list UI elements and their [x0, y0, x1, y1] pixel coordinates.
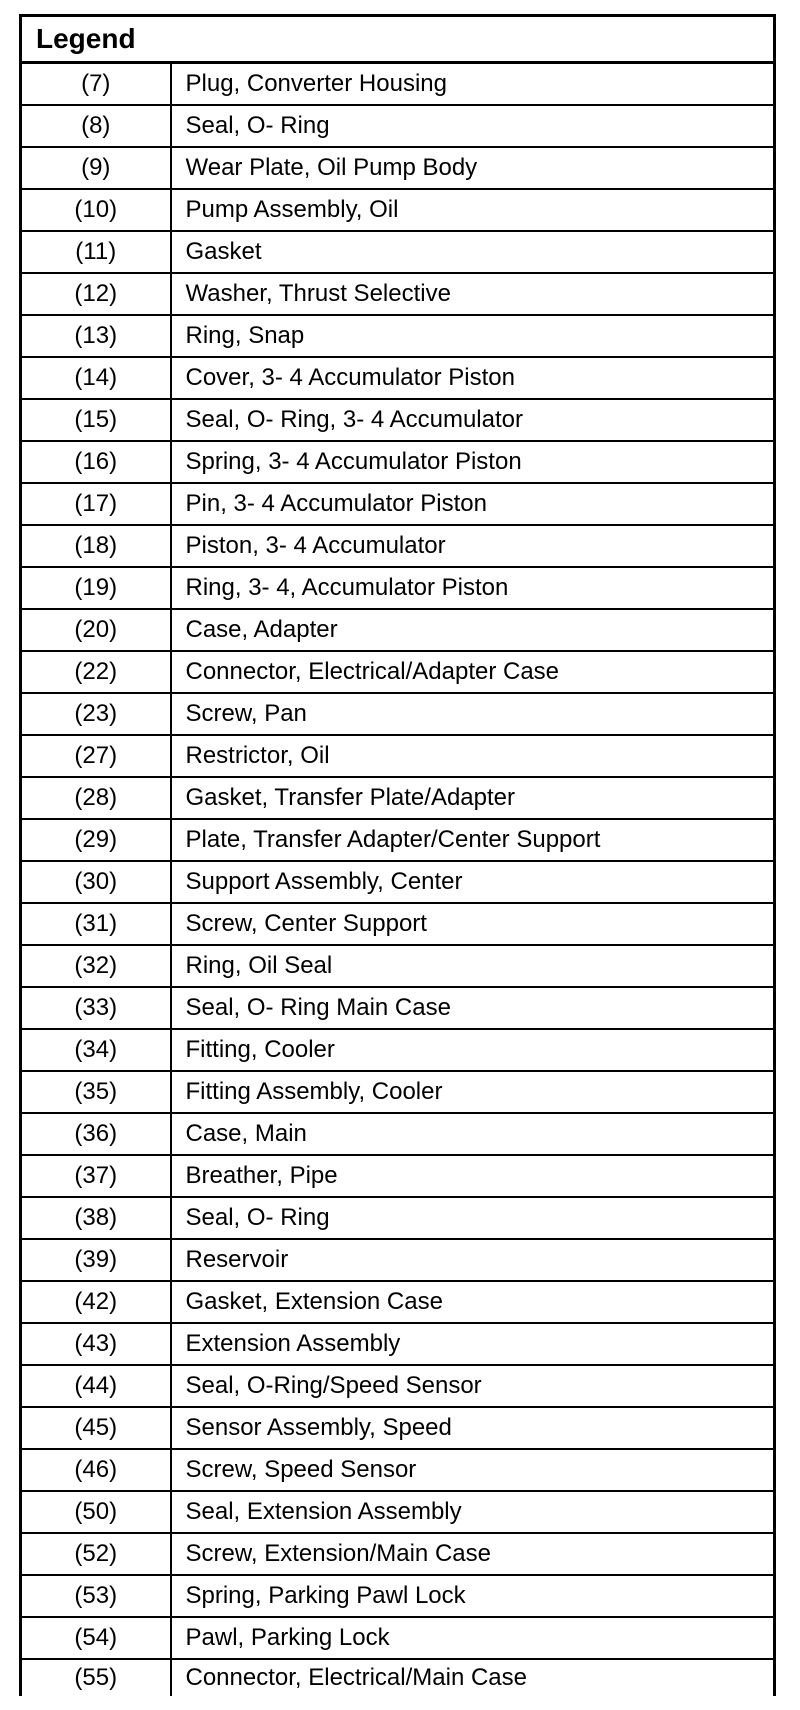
item-number: (18) — [21, 525, 171, 567]
legend-row — [21, 777, 775, 819]
item-description: Ring, 3- 4, Accumulator Piston — [171, 567, 775, 609]
legend-row — [21, 441, 775, 483]
item-number: (39) — [21, 1239, 171, 1281]
item-number: (36) — [21, 1113, 171, 1155]
item-description: Seal, O- Ring, 3- 4 Accumulator — [171, 399, 775, 441]
legend-row — [21, 1239, 775, 1281]
item-description: Case, Adapter — [171, 609, 775, 651]
item-number: (35) — [21, 1071, 171, 1113]
legend-row — [21, 945, 775, 987]
item-description: Gasket — [171, 231, 775, 273]
legend-row — [21, 987, 775, 1029]
item-number: (52) — [21, 1533, 171, 1575]
item-number: (29) — [21, 819, 171, 861]
item-number: (33) — [21, 987, 171, 1029]
item-description: Plug, Converter Housing — [171, 63, 775, 106]
item-number: (13) — [21, 315, 171, 357]
legend-row — [21, 651, 775, 693]
item-number: (10) — [21, 189, 171, 231]
item-description: Cover, 3- 4 Accumulator Piston — [171, 357, 775, 399]
item-number: (11) — [21, 231, 171, 273]
item-description: Spring, Parking Pawl Lock — [171, 1575, 775, 1617]
item-description: Gasket, Transfer Plate/Adapter — [171, 777, 775, 819]
item-description: Screw, Pan — [171, 693, 775, 735]
legend-row — [21, 735, 775, 777]
item-description: Spring, 3- 4 Accumulator Piston — [171, 441, 775, 483]
item-number: (45) — [21, 1407, 171, 1449]
item-description: Connector, Electrical/Adapter Case — [171, 651, 775, 693]
legend-row — [21, 1533, 775, 1575]
legend-row — [21, 315, 775, 357]
item-number: (37) — [21, 1155, 171, 1197]
item-number: (23) — [21, 693, 171, 735]
item-number: (9) — [21, 147, 171, 189]
legend-row — [21, 483, 775, 525]
item-number: (31) — [21, 903, 171, 945]
item-number: (46) — [21, 1449, 171, 1491]
legend-row — [21, 1155, 775, 1197]
legend-row — [21, 693, 775, 735]
legend-row — [21, 1407, 775, 1449]
item-description: Fitting, Cooler — [171, 1029, 775, 1071]
item-description: Reservoir — [171, 1239, 775, 1281]
legend-row — [21, 357, 775, 399]
legend-row — [21, 1365, 775, 1407]
item-number: (53) — [21, 1575, 171, 1617]
item-description: Breather, Pipe — [171, 1155, 775, 1197]
item-number: (34) — [21, 1029, 171, 1071]
legend-row — [21, 1029, 775, 1071]
legend-row — [21, 819, 775, 861]
legend-row — [21, 1281, 775, 1323]
item-number: (19) — [21, 567, 171, 609]
legend-row — [21, 63, 775, 106]
item-description: Seal, Extension Assembly — [171, 1491, 775, 1533]
item-number: (50) — [21, 1491, 171, 1533]
legend-row — [21, 903, 775, 945]
item-description: Pump Assembly, Oil — [171, 189, 775, 231]
legend-row — [21, 147, 775, 189]
item-description: Restrictor, Oil — [171, 735, 775, 777]
item-number: (54) — [21, 1617, 171, 1659]
item-description: Screw, Speed Sensor — [171, 1449, 775, 1491]
item-number: (42) — [21, 1281, 171, 1323]
legend-row — [21, 273, 775, 315]
legend-row — [21, 105, 775, 147]
item-description: Pawl, Parking Lock — [171, 1617, 775, 1659]
item-description: Gasket, Extension Case — [171, 1281, 775, 1323]
item-description: Screw, Center Support — [171, 903, 775, 945]
item-number: (28) — [21, 777, 171, 819]
item-number: (38) — [21, 1197, 171, 1239]
legend-row — [21, 399, 775, 441]
item-description: Ring, Snap — [171, 315, 775, 357]
item-description: Support Assembly, Center — [171, 861, 775, 903]
item-number: (55) — [21, 1659, 171, 1696]
item-number: (27) — [21, 735, 171, 777]
item-description: Screw, Extension/Main Case — [171, 1533, 775, 1575]
item-description: Seal, O-Ring/Speed Sensor — [171, 1365, 775, 1407]
legend-row — [21, 1197, 775, 1239]
item-description: Connector, Electrical/Main Case — [171, 1659, 775, 1696]
item-description: Piston, 3- 4 Accumulator — [171, 525, 775, 567]
item-description: Extension Assembly — [171, 1323, 775, 1365]
item-number: (44) — [21, 1365, 171, 1407]
item-number: (12) — [21, 273, 171, 315]
legend-row — [21, 1575, 775, 1617]
legend-row — [21, 861, 775, 903]
legend-row — [21, 1113, 775, 1155]
legend-row — [21, 1659, 775, 1696]
legend-row — [21, 1449, 775, 1491]
item-number: (7) — [21, 63, 171, 106]
item-description: Ring, Oil Seal — [171, 945, 775, 987]
item-description: Seal, O- Ring — [171, 1197, 775, 1239]
legend-row — [21, 231, 775, 273]
legend-header-row — [21, 16, 775, 63]
item-description: Fitting Assembly, Cooler — [171, 1071, 775, 1113]
legend-row — [21, 567, 775, 609]
item-description: Seal, O- Ring — [171, 105, 775, 147]
legend-row — [21, 525, 775, 567]
legend-row — [21, 1071, 775, 1113]
item-description: Pin, 3- 4 Accumulator Piston — [171, 483, 775, 525]
item-description: Wear Plate, Oil Pump Body — [171, 147, 775, 189]
legend-row — [21, 1617, 775, 1659]
legend-title: Legend — [21, 16, 775, 63]
item-number: (14) — [21, 357, 171, 399]
legend-row — [21, 1323, 775, 1365]
item-description: Washer, Thrust Selective — [171, 273, 775, 315]
item-number: (15) — [21, 399, 171, 441]
item-number: (17) — [21, 483, 171, 525]
item-number: (30) — [21, 861, 171, 903]
item-number: (20) — [21, 609, 171, 651]
legend-row — [21, 609, 775, 651]
item-description: Sensor Assembly, Speed — [171, 1407, 775, 1449]
item-number: (22) — [21, 651, 171, 693]
item-description: Seal, O- Ring Main Case — [171, 987, 775, 1029]
legend-row — [21, 189, 775, 231]
legend-row — [21, 1491, 775, 1533]
item-number: (8) — [21, 105, 171, 147]
item-description: Plate, Transfer Adapter/Center Support — [171, 819, 775, 861]
legend-body — [21, 63, 775, 1697]
item-number: (32) — [21, 945, 171, 987]
item-number: (16) — [21, 441, 171, 483]
item-description: Case, Main — [171, 1113, 775, 1155]
legend-table — [19, 14, 776, 1696]
item-number: (43) — [21, 1323, 171, 1365]
